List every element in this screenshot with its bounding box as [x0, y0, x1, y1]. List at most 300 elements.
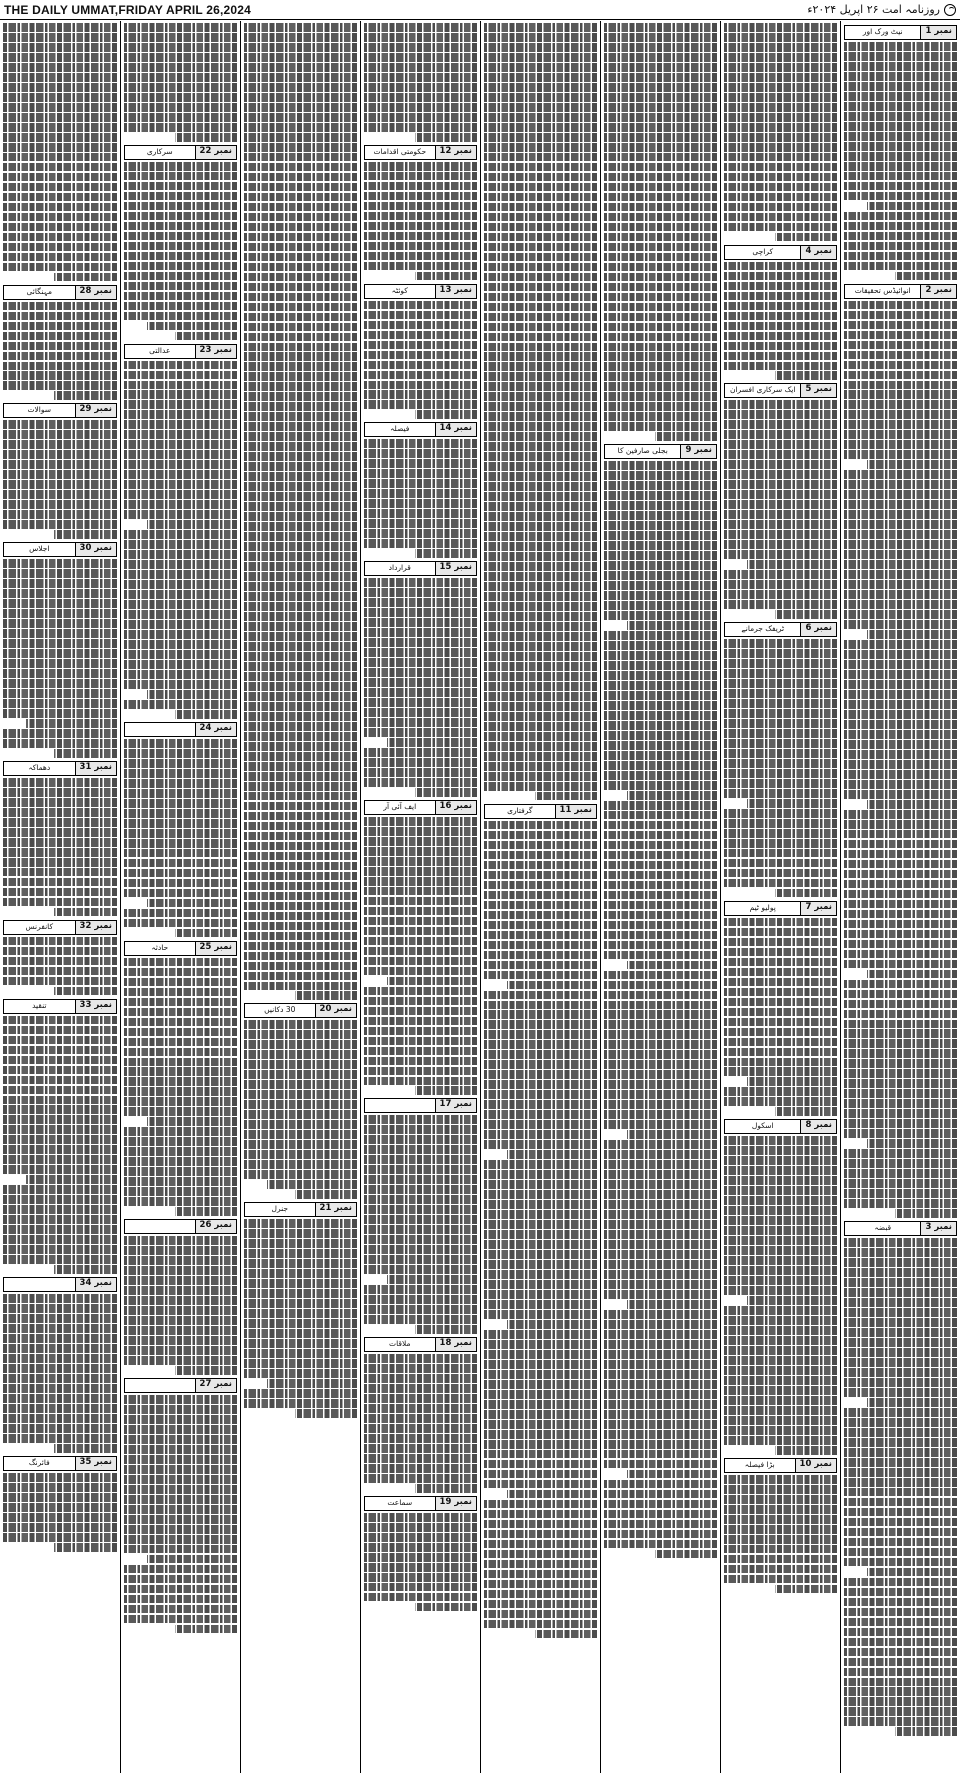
text-line: [3, 113, 117, 122]
item-body: [364, 439, 477, 559]
text-line: [175, 133, 237, 142]
text-line: [604, 23, 717, 32]
text-line: [54, 1543, 117, 1552]
text-line: [124, 530, 237, 539]
text-line: [724, 362, 837, 371]
text-line: [484, 702, 597, 711]
text-line: [844, 590, 957, 599]
text-line: [604, 1330, 717, 1339]
text-line: [364, 618, 477, 627]
text-line: [3, 23, 117, 32]
text-line: [724, 1226, 837, 1235]
text-line: [724, 113, 837, 122]
text-line: [724, 1286, 837, 1295]
text-line: [604, 501, 717, 510]
item-number: نمبر 7: [800, 902, 836, 915]
text-line: [244, 472, 357, 481]
text-line: [364, 678, 477, 687]
item-title: اسکول: [751, 1121, 774, 1131]
text-line: [724, 420, 837, 429]
text-line: [3, 878, 117, 887]
text-line: [364, 222, 477, 231]
text-line: [3, 808, 117, 817]
text-line: [604, 1001, 717, 1010]
text-line: [3, 1066, 117, 1075]
text-line: [604, 1460, 717, 1469]
text-line: [604, 821, 717, 830]
text-line: [364, 1235, 477, 1244]
text-line: [724, 1058, 837, 1067]
text-line: [244, 1269, 357, 1278]
text-line: [604, 1180, 717, 1189]
text-line: [244, 43, 357, 52]
text-line: [844, 1687, 957, 1696]
text-line: [3, 898, 117, 907]
item-number: نمبر 35: [75, 1457, 116, 1470]
text-line: [844, 351, 957, 360]
text-line: [484, 372, 597, 381]
item-body: [364, 301, 477, 421]
text-line: [364, 123, 477, 132]
text-line: [364, 628, 477, 637]
text-line: [3, 828, 117, 837]
text-line: [295, 991, 357, 1000]
text-line: [604, 1440, 717, 1449]
text-line: [604, 631, 717, 640]
text-line: [244, 1030, 357, 1039]
text-line: [724, 1326, 837, 1335]
text-line: [844, 980, 957, 989]
text-line: [244, 153, 357, 162]
text-line: [484, 1600, 597, 1609]
text-line: [244, 183, 357, 192]
item-body: [724, 1475, 837, 1595]
text-line: [604, 83, 717, 92]
text-line: [484, 592, 597, 601]
text-line: [844, 1458, 957, 1467]
text-line: [124, 630, 237, 639]
text-line: [604, 343, 717, 352]
item-number: نمبر 26: [195, 1220, 236, 1233]
text-line: [124, 400, 237, 409]
text-line: [867, 630, 957, 639]
text-line: [484, 662, 597, 671]
text-line: [124, 958, 237, 967]
text-line: [124, 889, 237, 898]
text-line: [364, 837, 477, 846]
text-line: [244, 1140, 357, 1149]
text-line: [604, 1430, 717, 1439]
item-header: [844, 1221, 957, 1236]
text-line: [604, 1070, 717, 1079]
text-line: [724, 769, 837, 778]
text-line: [364, 917, 477, 926]
item-number: نمبر 30: [75, 543, 116, 556]
text-line: [244, 233, 357, 242]
text-line: [604, 63, 717, 72]
text-line: [244, 362, 357, 371]
text-line: [484, 1420, 597, 1429]
text-line: [844, 1428, 957, 1437]
text-line: [364, 1523, 477, 1532]
text-line: [604, 921, 717, 930]
text-line: [364, 1225, 477, 1234]
text-line: [244, 942, 357, 951]
item-body: [364, 1354, 477, 1494]
continued-text: [364, 23, 477, 143]
text-line: [724, 312, 837, 321]
text-line: [124, 1058, 237, 1067]
text-line: [364, 877, 477, 886]
text-line: [244, 652, 357, 661]
text-line: [604, 1100, 717, 1109]
item-title: فائرنگ: [28, 1457, 50, 1467]
text-line: [364, 897, 477, 906]
text-line: [844, 470, 957, 479]
text-line: [844, 1717, 957, 1726]
continued-text: [484, 23, 597, 802]
text-line: [604, 1310, 717, 1319]
text-line: [124, 361, 237, 370]
text-line: [655, 1550, 717, 1559]
item-header: [244, 1202, 357, 1217]
text-line: [844, 710, 957, 719]
text-line: [124, 202, 237, 211]
item-number: نمبر 22: [195, 146, 236, 159]
text-line: [364, 371, 477, 380]
text-line: [364, 1464, 477, 1473]
text-line: [604, 1010, 717, 1019]
text-line: [724, 869, 837, 878]
text-line: [3, 1493, 117, 1502]
text-line: [844, 910, 957, 919]
text-line: [244, 462, 357, 471]
text-line: [724, 480, 837, 489]
text-line: [124, 1256, 237, 1265]
item-body: [724, 400, 837, 620]
text-line: [895, 1209, 957, 1218]
text-line: [3, 1036, 117, 1045]
text-line: [604, 641, 717, 650]
text-line: [844, 1129, 957, 1138]
text-line: [364, 1195, 477, 1204]
text-line: [124, 1495, 237, 1504]
text-line: [364, 1434, 477, 1443]
text-line: [124, 292, 237, 301]
text-line: [3, 430, 117, 439]
text-line: [484, 572, 597, 581]
text-line: [3, 1414, 117, 1423]
text-line: [604, 901, 717, 910]
text-line: [844, 1578, 957, 1587]
text-line: [3, 1165, 117, 1174]
text-line: [124, 1008, 237, 1017]
text-line: [724, 460, 837, 469]
text-line: [244, 542, 357, 551]
text-line: [484, 971, 597, 980]
item-title: [125, 723, 195, 736]
text-line: [604, 412, 717, 421]
text-line: [484, 1140, 597, 1149]
text-line: [604, 362, 717, 371]
text-line: [724, 1186, 837, 1195]
text-line: [124, 1246, 237, 1255]
text-line: [3, 1155, 117, 1164]
text-line: [604, 43, 717, 52]
text-line: [724, 1038, 837, 1047]
text-line: [484, 1520, 597, 1529]
text-line: [604, 303, 717, 312]
text-line: [364, 1414, 477, 1423]
masthead: [0, 0, 960, 20]
text-line: [244, 1070, 357, 1079]
text-line: [3, 1374, 117, 1383]
text-line: [844, 990, 957, 999]
text-line: [124, 978, 237, 987]
text-line: [724, 998, 837, 1007]
text-line: [484, 851, 597, 860]
item-body: [844, 1238, 957, 1737]
text-line: [844, 760, 957, 769]
item-header: [724, 245, 837, 260]
text-line: [604, 422, 717, 431]
news-item: [244, 1202, 357, 1419]
text-line: [124, 779, 237, 788]
text-line: [844, 920, 957, 929]
text-line: [604, 113, 717, 122]
text-line: [124, 510, 237, 519]
text-line: [364, 509, 477, 518]
text-line: [364, 768, 477, 777]
item-number: نمبر 8: [800, 1120, 836, 1133]
text-line: [415, 1086, 477, 1095]
text-line: [244, 163, 357, 172]
text-line: [604, 871, 717, 880]
column-6: [240, 21, 360, 1773]
item-number: نمبر 32: [75, 921, 116, 934]
text-line: [364, 311, 477, 320]
text-line: [844, 1169, 957, 1178]
item-body: [724, 1136, 837, 1456]
text-line: [364, 688, 477, 697]
news-item: [364, 23, 477, 282]
text-line: [244, 1389, 357, 1398]
text-line: [124, 660, 237, 669]
item-body: [364, 1115, 477, 1335]
text-line: [3, 243, 117, 252]
text-line: [775, 1446, 837, 1455]
column-8: [0, 21, 120, 1773]
text-line: [484, 183, 597, 192]
item-number: نمبر 3: [920, 1222, 956, 1235]
urdu-masthead-title: روزنامہ امت ۲۶ اپریل ۲۰۲۴ء: [807, 3, 940, 16]
text-line: [604, 661, 717, 670]
text-line: [3, 559, 117, 568]
text-line: [244, 1050, 357, 1059]
text-line: [364, 1454, 477, 1463]
text-line: [364, 1444, 477, 1453]
item-title: کراچی: [752, 246, 774, 256]
text-line: [484, 1130, 597, 1139]
article-columns: [0, 21, 960, 1773]
text-line: [364, 1115, 477, 1124]
text-line: [364, 301, 477, 310]
text-line: [3, 203, 117, 212]
text-line: [844, 820, 957, 829]
text-line: [724, 1087, 837, 1096]
text-line: [244, 333, 357, 342]
news-item: [364, 284, 477, 421]
text-line: [844, 1010, 957, 1019]
text-line: [244, 892, 357, 901]
text-line: [867, 800, 957, 809]
text-line: [124, 540, 237, 549]
text-line: [724, 1316, 837, 1325]
text-line: [724, 342, 837, 351]
column-4: [480, 21, 600, 1773]
item-number: نمبر 29: [75, 404, 116, 417]
text-line: [244, 872, 357, 881]
text-line: [604, 392, 717, 401]
item-title: حکومتی اقدامات: [373, 146, 427, 156]
text-line: [124, 1137, 237, 1146]
news-item: [604, 23, 717, 459]
text-line: [604, 333, 717, 342]
text-line: [844, 420, 957, 429]
text-line: [724, 1376, 837, 1385]
text-line: [484, 1070, 597, 1079]
text-line: [415, 1484, 477, 1493]
item-body: [364, 578, 477, 798]
text-line: [724, 1146, 837, 1155]
text-line: [147, 1555, 237, 1564]
text-line: [124, 570, 237, 579]
text-line: [484, 742, 597, 751]
text-line: [124, 252, 237, 261]
text-line: [124, 470, 237, 479]
text-line: [604, 33, 717, 42]
text-line: [124, 371, 237, 380]
text-line: [484, 991, 597, 1000]
text-line: [604, 1360, 717, 1369]
text-line: [747, 1296, 837, 1305]
text-line: [124, 739, 237, 748]
text-line: [844, 1378, 957, 1387]
text-line: [844, 222, 957, 231]
text-line: [364, 1424, 477, 1433]
text-line: [844, 1119, 957, 1128]
text-line: [484, 931, 597, 940]
text-line: [3, 362, 117, 371]
text-line: [844, 92, 957, 101]
english-masthead-title: THE DAILY UMMAT,FRIDAY APRIL 26,2024: [4, 2, 252, 17]
text-line: [844, 1248, 957, 1257]
text-line: [484, 53, 597, 62]
text-line: [604, 991, 717, 1000]
text-line: [244, 143, 357, 152]
text-line: [844, 430, 957, 439]
text-line: [507, 1320, 597, 1329]
news-item: [124, 344, 237, 720]
text-line: [484, 1330, 597, 1339]
text-line: [867, 1139, 957, 1148]
text-line: [244, 952, 357, 961]
text-line: [244, 1309, 357, 1318]
text-line: [484, 313, 597, 322]
text-line: [3, 1255, 117, 1264]
item-number: نمبر 11: [555, 805, 596, 818]
text-line: [124, 1067, 237, 1076]
text-line: [844, 182, 957, 191]
text-line: [244, 742, 357, 751]
text-line: [724, 520, 837, 529]
text-line: [775, 610, 837, 619]
item-header: [844, 284, 957, 299]
text-line: [844, 371, 957, 380]
text-line: [244, 582, 357, 591]
text-line: [844, 1059, 957, 1068]
text-line: [484, 1220, 597, 1229]
text-line: [724, 540, 837, 549]
text-line: [844, 510, 957, 519]
text-line: [3, 253, 117, 262]
text-line: [124, 670, 237, 679]
text-line: [364, 1215, 477, 1224]
item-title: قبضہ: [874, 1223, 892, 1233]
text-line: [844, 152, 957, 161]
text-line: [844, 810, 957, 819]
text-line: [724, 1356, 837, 1365]
text-line: [124, 480, 237, 489]
text-line: [124, 1286, 237, 1295]
column-5: [360, 21, 480, 1773]
text-line: [244, 1150, 357, 1159]
text-line: [844, 850, 957, 859]
text-line: [604, 511, 717, 520]
text-line: [604, 1500, 717, 1509]
text-line: [484, 1180, 597, 1189]
text-line: [124, 1276, 237, 1285]
text-line: [844, 900, 957, 909]
text-line: [364, 718, 477, 727]
text-line: [604, 771, 717, 780]
text-line: [244, 512, 357, 521]
item-title: کوئٹہ: [391, 285, 408, 295]
text-line: [484, 612, 597, 621]
text-line: [244, 912, 357, 921]
text-line: [3, 352, 117, 361]
text-line: [124, 1445, 237, 1454]
text-line: [484, 502, 597, 511]
text-line: [364, 1593, 477, 1602]
text-line: [484, 1210, 597, 1219]
text-line: [844, 242, 957, 251]
text-line: [3, 233, 117, 242]
item-body: [724, 262, 837, 382]
text-line: [724, 1545, 837, 1554]
text-line: [364, 1027, 477, 1036]
text-line: [364, 1165, 477, 1174]
text-line: [3, 977, 117, 986]
text-line: [604, 1340, 717, 1349]
text-line: [484, 163, 597, 172]
text-line: [415, 1325, 477, 1334]
text-line: [604, 1260, 717, 1269]
text-line: [484, 642, 597, 651]
text-line: [364, 400, 477, 409]
text-line: [3, 1245, 117, 1254]
text-line: [364, 331, 477, 340]
